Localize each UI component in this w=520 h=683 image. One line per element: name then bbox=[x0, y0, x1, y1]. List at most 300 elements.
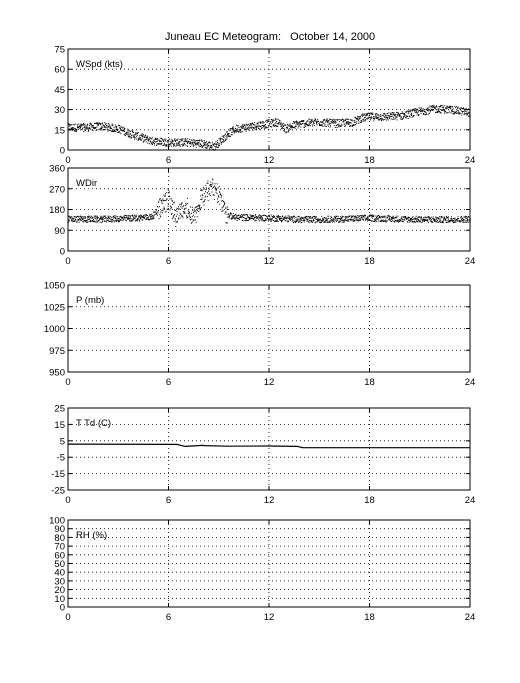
data-point bbox=[403, 116, 404, 117]
data-point bbox=[246, 128, 247, 129]
data-point bbox=[330, 220, 331, 221]
data-point bbox=[261, 216, 262, 217]
data-point bbox=[436, 112, 437, 113]
data-point bbox=[443, 219, 444, 220]
data-point bbox=[348, 216, 349, 217]
data-point bbox=[289, 128, 290, 129]
data-point bbox=[151, 143, 152, 144]
data-point bbox=[315, 218, 316, 219]
data-point bbox=[117, 220, 118, 221]
data-point bbox=[443, 220, 444, 221]
data-point bbox=[326, 220, 327, 221]
data-point bbox=[367, 114, 368, 115]
data-point bbox=[250, 124, 251, 125]
data-point bbox=[206, 144, 207, 145]
data-point bbox=[462, 111, 463, 112]
data-point bbox=[179, 215, 180, 216]
data-point bbox=[276, 121, 277, 122]
data-point bbox=[133, 132, 134, 133]
data-point bbox=[146, 215, 147, 216]
data-point bbox=[237, 128, 238, 129]
data-point bbox=[172, 204, 173, 205]
data-point bbox=[407, 218, 408, 219]
data-point bbox=[412, 110, 413, 111]
data-point bbox=[453, 220, 454, 221]
data-point bbox=[131, 221, 132, 222]
data-point bbox=[195, 207, 196, 208]
data-point bbox=[229, 218, 230, 219]
data-point bbox=[152, 144, 153, 145]
data-point bbox=[370, 118, 371, 119]
data-point bbox=[467, 114, 468, 115]
data-point bbox=[296, 121, 297, 122]
data-point bbox=[465, 109, 466, 110]
data-point bbox=[392, 217, 393, 218]
data-point bbox=[82, 125, 83, 126]
panel-label: RH (%) bbox=[76, 530, 108, 541]
data-point bbox=[261, 128, 262, 129]
data-point bbox=[469, 220, 470, 221]
data-point bbox=[280, 219, 281, 220]
data-point bbox=[156, 210, 157, 211]
data-point bbox=[295, 121, 296, 122]
data-point bbox=[416, 219, 417, 220]
data-point bbox=[129, 218, 130, 219]
data-point bbox=[130, 133, 131, 134]
data-point bbox=[396, 119, 397, 120]
data-point bbox=[381, 217, 382, 218]
data-point bbox=[244, 124, 245, 125]
data-point bbox=[420, 216, 421, 217]
data-point bbox=[338, 126, 339, 127]
data-point bbox=[470, 110, 471, 111]
data-point bbox=[393, 218, 394, 219]
data-point bbox=[394, 218, 395, 219]
data-point bbox=[153, 216, 154, 217]
data-point bbox=[384, 217, 385, 218]
data-point bbox=[276, 118, 277, 119]
data-point bbox=[357, 220, 358, 221]
data-point bbox=[300, 219, 301, 220]
data-point bbox=[239, 129, 240, 130]
data-point bbox=[170, 208, 171, 209]
data-point bbox=[369, 116, 370, 117]
data-point bbox=[389, 117, 390, 118]
data-point bbox=[463, 222, 464, 223]
data-point bbox=[228, 136, 229, 137]
x-tick-label: 24 bbox=[464, 612, 476, 623]
data-point bbox=[155, 212, 156, 213]
data-point bbox=[368, 113, 369, 114]
data-point bbox=[242, 131, 243, 132]
data-point bbox=[272, 122, 273, 123]
data-point bbox=[257, 125, 258, 126]
data-point bbox=[416, 112, 417, 113]
data-point bbox=[173, 216, 174, 217]
data-point bbox=[262, 122, 263, 123]
data-point bbox=[142, 217, 143, 218]
data-point bbox=[358, 120, 359, 121]
data-point bbox=[283, 125, 284, 126]
data-point bbox=[324, 218, 325, 219]
data-point bbox=[77, 125, 78, 126]
data-point bbox=[417, 115, 418, 116]
data-point bbox=[145, 139, 146, 140]
data-point bbox=[262, 127, 263, 128]
data-point bbox=[360, 116, 361, 117]
data-point bbox=[273, 125, 274, 126]
data-point bbox=[384, 117, 385, 118]
data-point bbox=[377, 218, 378, 219]
data-point bbox=[433, 105, 434, 106]
data-point bbox=[444, 110, 445, 111]
data-point bbox=[178, 218, 179, 219]
data-point bbox=[257, 218, 258, 219]
data-point bbox=[281, 122, 282, 123]
data-point bbox=[361, 215, 362, 216]
data-point bbox=[451, 216, 452, 217]
data-point bbox=[346, 123, 347, 124]
data-point bbox=[420, 108, 421, 109]
data-point bbox=[149, 143, 150, 144]
data-point bbox=[358, 220, 359, 221]
data-point bbox=[227, 206, 228, 207]
data-point bbox=[319, 123, 320, 124]
data-point bbox=[201, 139, 202, 140]
data-point bbox=[336, 221, 337, 222]
data-point bbox=[110, 221, 111, 222]
data-point bbox=[336, 125, 337, 126]
data-point bbox=[72, 130, 73, 131]
data-point bbox=[322, 121, 323, 122]
data-point bbox=[400, 220, 401, 221]
data-point bbox=[343, 119, 344, 120]
data-point bbox=[237, 220, 238, 221]
data-point bbox=[87, 217, 88, 218]
data-point bbox=[411, 115, 412, 116]
data-point bbox=[86, 127, 87, 128]
data-point bbox=[346, 119, 347, 120]
data-point bbox=[231, 128, 232, 129]
data-point bbox=[355, 122, 356, 123]
data-point bbox=[265, 215, 266, 216]
data-point bbox=[210, 182, 211, 183]
data-point bbox=[359, 119, 360, 120]
data-point bbox=[421, 113, 422, 114]
data-point bbox=[427, 219, 428, 220]
y-tick-label: 80 bbox=[54, 532, 65, 544]
data-point bbox=[82, 128, 83, 129]
data-point bbox=[306, 216, 307, 217]
data-point bbox=[206, 148, 207, 149]
data-point bbox=[377, 219, 378, 220]
data-point bbox=[347, 123, 348, 124]
data-point bbox=[349, 216, 350, 217]
data-point bbox=[298, 122, 299, 123]
data-point bbox=[108, 217, 109, 218]
data-point bbox=[220, 142, 221, 143]
data-point bbox=[247, 215, 248, 216]
data-point bbox=[373, 120, 374, 121]
data-point bbox=[265, 124, 266, 125]
data-point bbox=[291, 219, 292, 220]
data-point bbox=[426, 217, 427, 218]
data-point bbox=[284, 131, 285, 132]
data-point bbox=[255, 217, 256, 218]
data-point bbox=[465, 111, 466, 112]
data-point bbox=[237, 129, 238, 130]
data-point bbox=[256, 126, 257, 127]
data-point bbox=[84, 124, 85, 125]
data-point bbox=[250, 127, 251, 128]
data-point bbox=[110, 216, 111, 217]
data-point bbox=[404, 116, 405, 117]
data-point bbox=[375, 115, 376, 116]
data-point bbox=[69, 126, 70, 127]
data-point bbox=[322, 221, 323, 222]
data-point bbox=[101, 126, 102, 127]
data-point bbox=[225, 213, 226, 214]
data-point bbox=[395, 116, 396, 117]
data-point bbox=[114, 215, 115, 216]
data-point bbox=[221, 195, 222, 196]
data-point bbox=[106, 222, 107, 223]
data-point bbox=[110, 130, 111, 131]
data-point bbox=[175, 146, 176, 147]
data-point bbox=[146, 139, 147, 140]
data-point bbox=[103, 219, 104, 220]
data-point bbox=[317, 221, 318, 222]
data-point bbox=[78, 217, 79, 218]
data-point bbox=[80, 219, 81, 220]
data-point bbox=[391, 114, 392, 115]
data-point bbox=[253, 215, 254, 216]
data-point bbox=[429, 113, 430, 114]
data-point bbox=[143, 141, 144, 142]
data-point bbox=[464, 219, 465, 220]
data-point bbox=[157, 211, 158, 212]
data-point bbox=[442, 110, 443, 111]
data-point bbox=[327, 121, 328, 122]
data-point bbox=[250, 214, 251, 215]
data-point bbox=[335, 218, 336, 219]
data-point bbox=[340, 221, 341, 222]
data-point bbox=[423, 108, 424, 109]
data-point bbox=[301, 222, 302, 223]
data-point bbox=[227, 134, 228, 135]
data-point bbox=[422, 221, 423, 222]
data-point bbox=[87, 222, 88, 223]
data-point bbox=[295, 125, 296, 126]
data-point bbox=[288, 215, 289, 216]
x-tick-label: 0 bbox=[65, 377, 71, 388]
data-point bbox=[117, 216, 118, 217]
data-point bbox=[198, 208, 199, 209]
data-point bbox=[263, 122, 264, 123]
data-point bbox=[297, 220, 298, 221]
data-point bbox=[193, 139, 194, 140]
data-point bbox=[164, 208, 165, 209]
x-tick-label: 0 bbox=[65, 155, 71, 166]
data-point bbox=[264, 126, 265, 127]
data-point bbox=[408, 113, 409, 114]
data-point bbox=[105, 124, 106, 125]
data-point bbox=[154, 145, 155, 146]
data-point bbox=[83, 124, 84, 125]
data-point bbox=[248, 217, 249, 218]
data-point bbox=[347, 219, 348, 220]
data-point bbox=[244, 215, 245, 216]
data-point bbox=[407, 222, 408, 223]
data-point bbox=[203, 145, 204, 146]
data-point bbox=[459, 113, 460, 114]
data-point bbox=[117, 129, 118, 130]
data-point bbox=[221, 197, 222, 198]
data-point bbox=[96, 130, 97, 131]
data-point bbox=[138, 140, 139, 141]
y-tick-label: 5 bbox=[59, 436, 65, 448]
data-point bbox=[124, 131, 125, 132]
data-point bbox=[381, 216, 382, 217]
data-point bbox=[150, 138, 151, 139]
data-point bbox=[397, 115, 398, 116]
data-point bbox=[429, 109, 430, 110]
data-point bbox=[273, 215, 274, 216]
data-point bbox=[195, 142, 196, 143]
data-point bbox=[291, 218, 292, 219]
data-point bbox=[336, 122, 337, 123]
data-point bbox=[271, 119, 272, 120]
data-point bbox=[467, 109, 468, 110]
data-point bbox=[432, 107, 433, 108]
data-point bbox=[100, 128, 101, 129]
data-point bbox=[144, 218, 145, 219]
data-point bbox=[368, 216, 369, 217]
data-point bbox=[368, 217, 369, 218]
data-point bbox=[117, 130, 118, 131]
data-point bbox=[232, 218, 233, 219]
data-point bbox=[267, 218, 268, 219]
data-point bbox=[124, 218, 125, 219]
data-point bbox=[218, 145, 219, 146]
data-point bbox=[97, 217, 98, 218]
data-point bbox=[383, 220, 384, 221]
data-point bbox=[383, 120, 384, 121]
data-point bbox=[251, 128, 252, 129]
data-point bbox=[89, 218, 90, 219]
data-point bbox=[315, 121, 316, 122]
data-point bbox=[401, 116, 402, 117]
data-point bbox=[180, 206, 181, 207]
panel-2 bbox=[49, 164, 475, 268]
data-point bbox=[245, 214, 246, 215]
data-point bbox=[421, 108, 422, 109]
data-point bbox=[202, 202, 203, 203]
data-point bbox=[200, 199, 201, 200]
data-point bbox=[364, 114, 365, 115]
data-point bbox=[71, 217, 72, 218]
y-tick-label: 10 bbox=[54, 593, 65, 605]
data-point bbox=[321, 216, 322, 217]
data-point bbox=[456, 111, 457, 112]
data-point bbox=[115, 220, 116, 221]
data-point bbox=[194, 216, 195, 217]
data-point bbox=[385, 216, 386, 217]
data-point bbox=[327, 119, 328, 120]
data-point bbox=[182, 140, 183, 141]
data-point bbox=[345, 216, 346, 217]
data-point bbox=[171, 146, 172, 147]
data-point bbox=[185, 138, 186, 139]
data-point bbox=[186, 216, 187, 217]
data-point bbox=[281, 126, 282, 127]
data-point bbox=[119, 218, 120, 219]
data-point bbox=[150, 215, 151, 216]
data-point bbox=[416, 216, 417, 217]
data-point bbox=[173, 141, 174, 142]
data-point bbox=[150, 141, 151, 142]
data-point bbox=[289, 126, 290, 127]
data-point bbox=[171, 198, 172, 199]
data-point bbox=[333, 119, 334, 120]
data-point bbox=[430, 110, 431, 111]
data-point bbox=[158, 201, 159, 202]
data-point bbox=[174, 209, 175, 210]
data-point bbox=[309, 121, 310, 122]
data-point bbox=[82, 129, 83, 130]
data-point bbox=[188, 210, 189, 211]
data-point bbox=[233, 128, 234, 129]
data-point bbox=[358, 119, 359, 120]
data-point bbox=[155, 142, 156, 143]
data-point bbox=[220, 194, 221, 195]
data-point bbox=[70, 124, 71, 125]
data-point bbox=[150, 214, 151, 215]
data-point bbox=[172, 143, 173, 144]
data-point bbox=[342, 217, 343, 218]
data-point bbox=[312, 124, 313, 125]
data-point bbox=[365, 215, 366, 216]
data-point bbox=[432, 222, 433, 223]
data-point bbox=[193, 212, 194, 213]
data-point bbox=[291, 127, 292, 128]
data-point bbox=[238, 218, 239, 219]
data-point bbox=[414, 110, 415, 111]
data-point bbox=[242, 215, 243, 216]
data-point bbox=[317, 124, 318, 125]
data-point bbox=[93, 217, 94, 218]
data-point bbox=[252, 127, 253, 128]
y-tick-label: 360 bbox=[49, 163, 65, 175]
data-point bbox=[376, 221, 377, 222]
data-point bbox=[176, 222, 177, 223]
data-point bbox=[318, 121, 319, 122]
data-point bbox=[404, 113, 405, 114]
data-point bbox=[135, 134, 136, 135]
data-point bbox=[448, 217, 449, 218]
data-point bbox=[221, 207, 222, 208]
data-point bbox=[76, 217, 77, 218]
data-point bbox=[167, 209, 168, 210]
data-point bbox=[177, 139, 178, 140]
data-point bbox=[305, 126, 306, 127]
data-point bbox=[258, 128, 259, 129]
data-point bbox=[343, 121, 344, 122]
data-point bbox=[394, 222, 395, 223]
data-point bbox=[380, 217, 381, 218]
data-point bbox=[163, 140, 164, 141]
data-point bbox=[180, 204, 181, 205]
